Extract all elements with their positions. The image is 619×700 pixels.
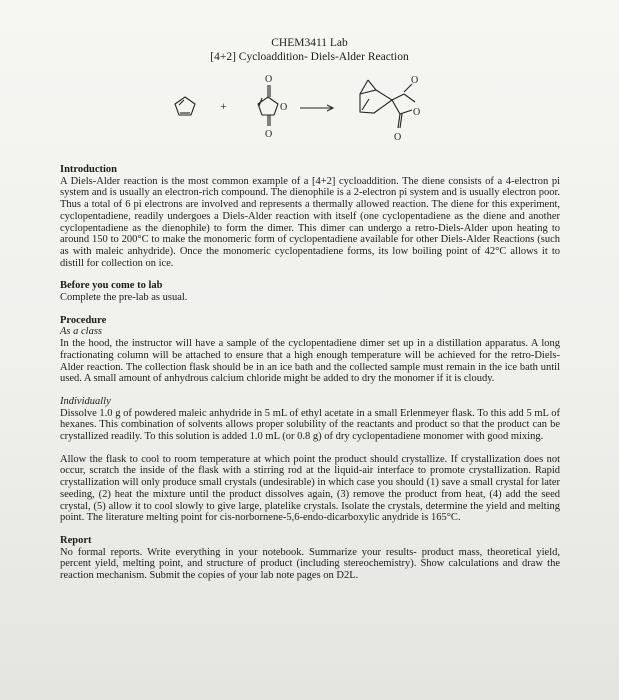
crystallization-text: Allow the flask to cool to room temperature at which point the product should crystallize. If crystallization does not occur, scratch the inside of the flask with a stirring rod at the liquid-air interface to promote crystallization. Rapid crystallization will only produce small crystals (undesirable) in which case you should (1) save a small crystal for later seeding, (2) heat the mixture until the product dissolves again, (3) remove the product from heat, (4) add the seed crystal, (5) allow it to cool slowly to give large, platelike crystals. Isolate the crystals, determine the yield and melting point. The literature melting point for cis-norbornene-5,6-endo-dicarboxylic anydride is 165°C. [60,453,560,524]
report-heading: Report [60,534,92,546]
document-title: [4+2] Cycloaddition- Diels-Alder Reaction [210,51,409,63]
document-body [60,164,560,593]
class-procedure-text: In the hood, the instructor will have a sample of the cyclopentadiene dimer set up in a distillation apparatus. A long fractionating column will be attached to ensure that a high enough temperature will be achieved for the retro-Diels-Alder reaction. The collection flask should be in an ice bath and the collected sample must remain in the ice bath until used. A small amount of anhydrous calcium chloride might be added to dry the monomer if it is cloudy. [60,338,560,385]
reaction-scheme [160,70,460,152]
class-subheading: As a class [60,326,102,338]
procedure-section [60,315,560,385]
individual-procedure-text: Dissolve 1.0 g of powdered maleic anhydride in 5 mL of ethyl acetate in a small Erlenmeyer flask. To this add 5 mL of hexanes. This combination of solvents allows proper solubility of the reactants and product so that the product can be crystallized readily. To this solution is added 1.0 mL (or 0.8 g) of dry cyclopentadiene monomer with good mixing. [60,407,560,443]
o-label: O [394,132,402,143]
o-label: O [413,107,421,118]
individual-subheading: Individually [60,395,111,407]
report-text: No formal reports. Write everything in your notebook. Summarize your results- product mass, theoretical yield, percent yield, melting point, and structure of product (including stereochemistry). Show calculations and draw the reaction mechanism. Submit the copies of your lab note pages on D2L. [60,546,560,582]
reaction-arrow [300,105,333,111]
cyclopentadiene-structure [175,97,195,115]
individual-section [60,396,560,443]
crystallization-section [60,454,560,524]
norbornene-anhydride-structure [360,80,415,128]
introduction-text: A Diels-Alder reaction is the most common example of a [4+2] cycloaddition. The diene consists of a 4-electron pi system and is usually an electron-rich compound. The dienophile is a 2-electron pi system and is usually electron poor. Thus a total of 6 pi electrons are involved and represents a thermally allowed reaction. The diene for this experiment, cyclopentadiene, readily undergoes a Diels-Alder reaction with itself (one cyclopentadiene as the diene and another cyclopentadiene as the dienophile) to form the dimer. This dimer can undergo a retro-Diels-Alder upon heating to around 150 to 200°C to make the monomeric form of cyclopentadiene available for other Diels-Alder Reactions (such as with maleic anhydride). Once the monomeric cyclopentadiene forms, its low boiling point of 42°C allows it to distill for collection on ice. [60,175,560,269]
before-lab-section [60,280,560,303]
before-lab-heading: Before you come to lab [60,280,163,292]
o-label: O [280,102,288,113]
procedure-heading: Procedure [60,314,107,326]
introduction-heading: Introduction [60,164,117,175]
introduction-section [60,164,560,269]
o-label: O [265,74,273,85]
course-code: CHEM3411 Lab [271,37,348,49]
o-label: O [411,75,419,86]
maleic-anhydride-structure [258,85,278,126]
before-lab-text: Complete the pre-lab as usual. [60,292,188,304]
o-label: O [265,129,273,140]
plus-sign: + [220,99,227,113]
document-header [0,36,619,64]
report-section [60,535,560,582]
